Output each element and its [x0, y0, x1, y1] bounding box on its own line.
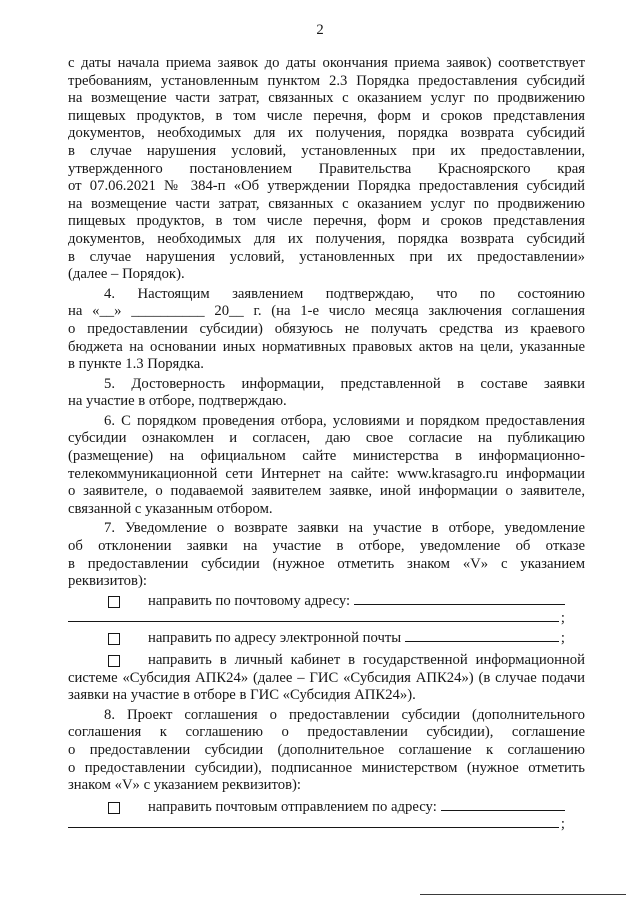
text-line: 6. С порядком проведения отбора, условиями и порядком предоставления [104, 412, 585, 429]
checkbox [108, 633, 120, 645]
text-line: на возмещение части затрат, связанных с оказанием услуг по продвижению [68, 90, 585, 107]
bottom-rule [420, 894, 626, 895]
option-label: направить по адресу электронной почты [148, 630, 402, 647]
checkbox [108, 655, 120, 667]
text-line: реквизитов): [68, 573, 147, 590]
text-line: документов, необходимых для их получения, порядка возврата субсидий [68, 230, 585, 247]
option-row-continuation [68, 610, 565, 626]
paragraph-item-5 [68, 376, 585, 411]
fill-in-blank [405, 631, 559, 642]
text-line: системе «Субсидия АПК24» (далее – ГИС «Субсидия АПК24») (в случае подачи [68, 669, 585, 686]
option-postal-address [68, 593, 585, 627]
text-line: (далее – Порядок). [68, 266, 185, 283]
text-line: утвержденного постановлением Правительства Красноярского края [68, 160, 585, 177]
fill-in-blank [68, 817, 559, 828]
paragraph-item-8 [68, 707, 585, 795]
paragraph-item-7 [68, 520, 585, 590]
text-line: телекоммуникационной сети Интернет на сайте: www.krasagro.ru информации [68, 465, 585, 482]
fill-in-blank [68, 611, 559, 622]
text-line: требованиям, установленным пунктом 2.3 Порядка предоставления субсидий [68, 72, 585, 89]
paragraph-item-6 [68, 413, 585, 519]
page-body [68, 55, 585, 832]
text-line: с даты начала приема заявок до даты окончания приема заявок) соответствует [68, 55, 585, 71]
text-line: о заявителе, о подаваемой заявителем заявке, иной информации о заявителе, [68, 483, 585, 500]
text-line: пищевых продуктов, в том числе перечня, форм и сроков представления [68, 213, 585, 230]
checkbox [108, 596, 120, 608]
text-line: связанной с указанным отбором. [68, 500, 273, 517]
option-row [68, 799, 565, 817]
fill-in-blank [441, 800, 565, 811]
option-row [68, 593, 565, 611]
text-line: в случае нарушения условий, установленных при их предоставлении» [68, 248, 585, 265]
text-line: 7. Уведомление о возврате заявки на участие в отборе, уведомление [104, 520, 585, 537]
text-line: в пункте 1.3 Порядка. [68, 356, 204, 373]
text-line: на «__» __________ 20__ г. (на 1-е число месяца заключения соглашения [68, 303, 585, 320]
fill-in-blank [354, 594, 565, 605]
paragraph-item-4 [68, 286, 585, 374]
line-end-semicolon: ; [560, 630, 565, 647]
option-personal-cabinet [68, 652, 585, 705]
page-number: 2 [316, 22, 324, 38]
text-line: в случае нарушения условий, установленных при их предоставлении, [68, 142, 585, 159]
text-line: об отклонении заявки на участие в отборе, уведомление об отказе [68, 538, 585, 555]
text-line: в предоставлении субсидии (нужное отметить знаком «V» с указанием [68, 555, 585, 572]
text-line: соглашения к соглашению о предоставлении субсидии), соглашение [68, 724, 585, 741]
option-label: направить почтовым отправлением по адресу: [148, 798, 437, 815]
text-line: знаком «V» с указанием реквизитов): [68, 777, 301, 794]
text-line: документов, необходимых для их получения, порядка возврата субсидий [68, 125, 585, 142]
text-line: субсидии ознакомлен и согласен, даю свое согласие на публикацию [68, 430, 585, 447]
text-line: направить в личный кабинет в государственной информационной [148, 652, 585, 668]
text-line: на возмещение части затрат, связанных с оказанием услуг по продвижению [68, 195, 585, 212]
option-row [68, 630, 565, 648]
option-email-address [68, 630, 585, 648]
text-line: о предоставлении субсидии), подписанное министерством (нужное отметить [68, 759, 585, 776]
text-line: о предоставлении субсидии (дополнительное соглашение к соглашению [68, 741, 585, 758]
paragraph-intro [68, 55, 585, 284]
line-end-semicolon: ; [560, 816, 565, 833]
option-label: направить по почтовому адресу: [148, 592, 351, 609]
text-line: пищевых продуктов, в том числе перечня, форм и сроков представления [68, 107, 585, 124]
text-line: о предоставлении субсидии) обязуюсь не получать средства из краевого [68, 320, 585, 337]
text-line: 8. Проект соглашения о предоставлении субсидии (дополнительного [104, 706, 585, 723]
text-line: 5. Достоверность информации, представленной в составе заявки [104, 375, 585, 392]
option-mail-delivery [68, 799, 585, 833]
text-line: от 07.06.2021 № 384-п «Об утверждении Порядка предоставления субсидий [68, 178, 585, 195]
text-line: заявки на участие в отборе в ГИС «Субсидия АПК24»). [68, 687, 416, 704]
checkbox [108, 802, 120, 814]
text-line: (размещение) на официальном сайте министерства в информационно- [68, 448, 585, 465]
text-line: на участие в отборе, подтверждаю. [68, 393, 287, 410]
text-line: бюджета на основании иных нормативных правовых актов на цели, указанные [68, 338, 585, 355]
option-row-continuation [68, 816, 565, 832]
line-end-semicolon: ; [560, 610, 565, 627]
text-line: 4. Настоящим заявлением подтверждаю, что по состоянию [104, 285, 585, 302]
